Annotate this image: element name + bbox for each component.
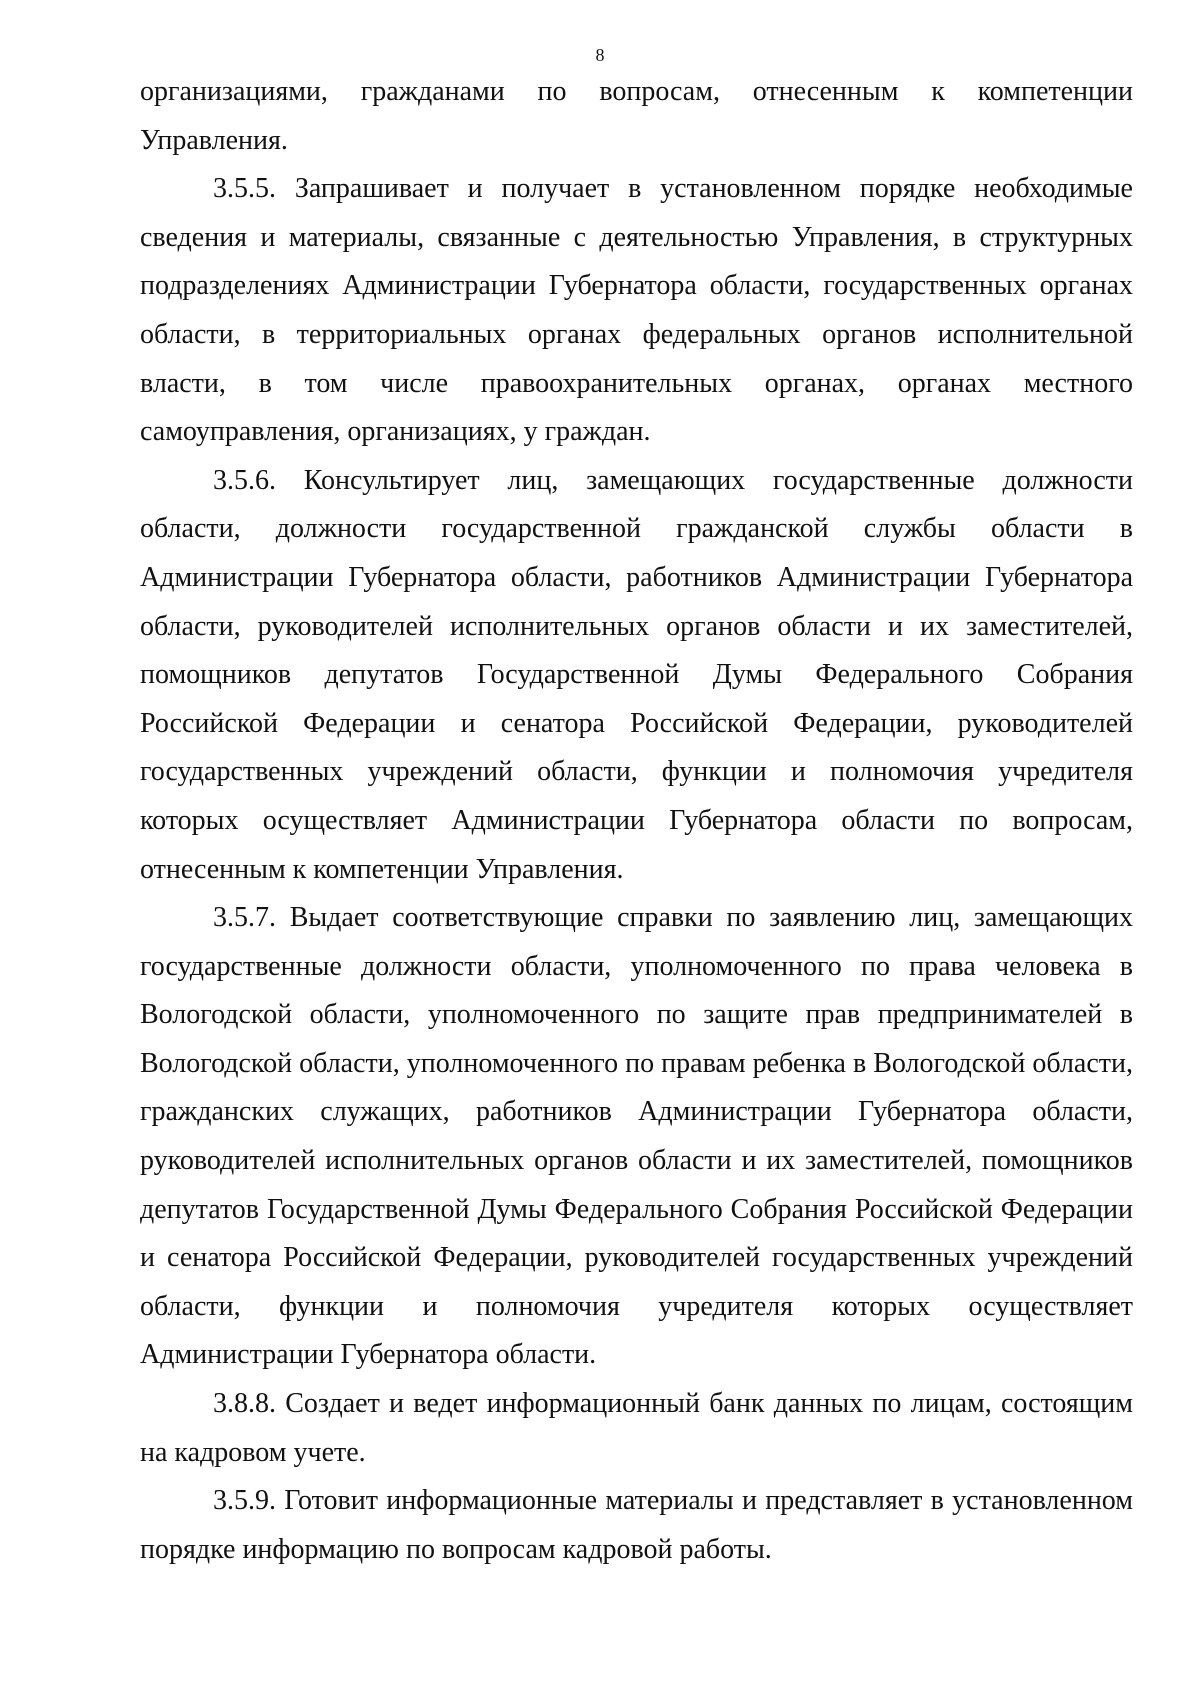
- paragraph-3-5-9: 3.5.9. Готовит информационные материалы и представляет в установленном порядке информацию по вопросам кадровой работы.: [140, 1485, 1133, 1565]
- paragraph-3-5-5: 3.5.5. Запрашивает и получает в установленном порядке необходимые сведения и материалы, связанные с деятельностью Управления, в структурных подразделениях Администрации Губернатора области, государственных органах области, в территориальных органах федеральных органов исполнительной власти, в том числе правоохранительных органах, органах местного самоуправления, организациях, у граждан.: [140, 173, 1133, 448]
- paragraph-3-8-8: 3.8.8. Создает и ведет информационный банк данных по лицам, состоящим на кадровом учете.: [140, 1388, 1133, 1468]
- paragraph-3-5-6: 3.5.6. Консультирует лиц, замещающих государственные должности области, должности государственной гражданской службы области в Администрации Губернатора области, работников Администрации Губернатора области, руководителей исполнительных органов области и их заместителей, помощников депутатов Государственной Думы Федерального Собрания Российской Федерации и сенатора Российской Федерации, руководителей государственных учреждений области, функции и полномочия учредителя которых осуществляет Администрации Губернатора области по вопросам, отнесенным к компетенции Управления.: [140, 464, 1133, 885]
- document-text-body: [140, 68, 1133, 1574]
- paragraph-3-5-7: 3.5.7. Выдает соответствующие справки по заявлению лиц, замещающих государственные должности области, уполномоченного по права человека в Вологодской области, уполномоченного по защите прав предпринимателей в Вологодской области, уполномоченного по правам ребенка в Вологодской области, гражданских служащих, работников Администрации Губернатора области, руководителей исполнительных органов области и их заместителей, помощников депутатов Государственной Думы Федерального Собрания Российской Федерации и сенатора Российской Федерации, руководителей государственных учреждений области, функции и полномочия учредителя которых осуществляет Администрации Губернатора области.: [140, 902, 1133, 1371]
- page-number: 8: [595, 45, 605, 65]
- paragraph-continuation: организациями, гражданами по вопросам, отнесенным к компетенции Управления.: [140, 76, 1133, 156]
